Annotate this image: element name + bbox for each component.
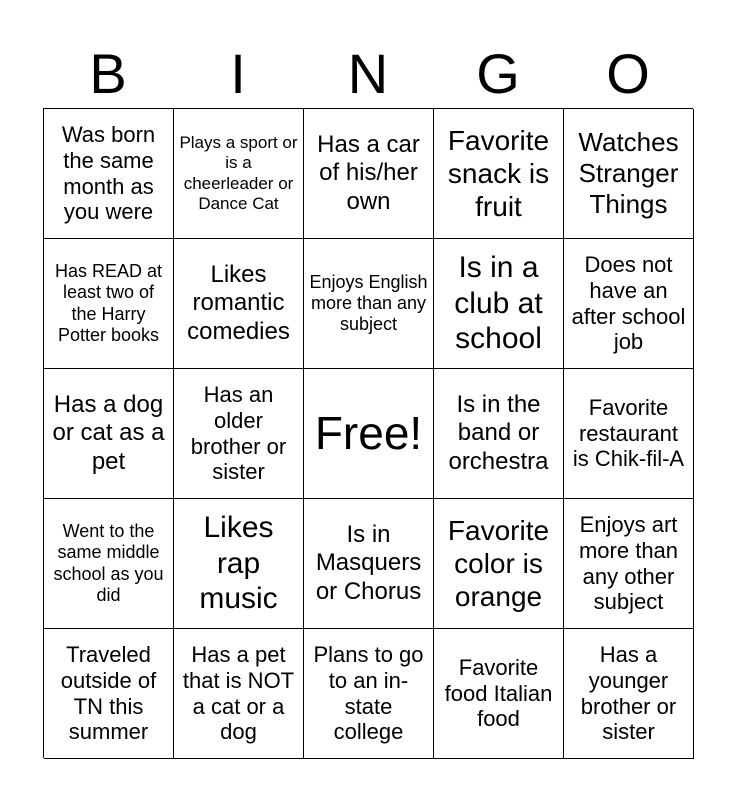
header-letter-i: I xyxy=(230,42,246,105)
header-letter-g: G xyxy=(476,42,520,105)
cell-text: Plans to go to an in-state college xyxy=(313,641,424,745)
cell-text: Enjoys English more than any subject xyxy=(309,271,428,335)
cell-text: Does not have an after school job xyxy=(571,251,686,355)
bingo-board xyxy=(43,108,693,758)
bingo-cell[interactable] xyxy=(44,109,174,239)
bingo-cell[interactable] xyxy=(564,369,694,499)
cell-text: Plays a sport or is a cheerleader or Dance Cat xyxy=(179,133,298,213)
cell-text: Is in Masquers or Chorus xyxy=(315,521,422,605)
bingo-cell[interactable] xyxy=(304,109,434,239)
cell-text: Favorite food Italian food xyxy=(444,654,553,732)
cell-text: Has a pet that is NOT a cat or a dog xyxy=(182,641,295,745)
bingo-cell[interactable] xyxy=(564,239,694,369)
cell-text: Enjoys art more than any other subject xyxy=(578,511,679,615)
cell-text: Favorite color is orange xyxy=(447,514,550,613)
free-space-cell[interactable] xyxy=(304,369,434,499)
cell-text: Favorite snack is fruit xyxy=(447,124,550,223)
bingo-cell[interactable] xyxy=(304,629,434,759)
cell-text: Has a car of his/her own xyxy=(317,131,420,215)
bingo-cell[interactable] xyxy=(434,629,564,759)
bingo-cell[interactable] xyxy=(44,499,174,629)
bingo-cell[interactable] xyxy=(174,239,304,369)
bingo-cell[interactable] xyxy=(174,499,304,629)
bingo-cell[interactable] xyxy=(304,499,434,629)
cell-text: Has an older brother or sister xyxy=(190,381,287,485)
header-letter-o: O xyxy=(606,42,650,105)
cell-text: Favorite restaurant is Chik-fil-A xyxy=(572,394,685,472)
cell-text: Has a younger brother or sister xyxy=(580,641,677,745)
bingo-cell[interactable] xyxy=(44,369,174,499)
cell-text: Watches Stranger Things xyxy=(578,127,679,219)
cell-text: Is in the band or orchestra xyxy=(448,391,549,475)
bingo-cell[interactable] xyxy=(434,369,564,499)
bingo-cell[interactable] xyxy=(434,499,564,629)
cell-text: Traveled outside of TN this summer xyxy=(60,641,157,745)
cell-text: Went to the same middle school as you did xyxy=(53,521,164,605)
bingo-cell[interactable] xyxy=(174,629,304,759)
bingo-cell[interactable] xyxy=(564,629,694,759)
header-letter-b: B xyxy=(89,42,127,105)
bingo-cell[interactable] xyxy=(174,109,304,239)
bingo-cell[interactable] xyxy=(304,239,434,369)
header-letter-n: N xyxy=(347,42,389,105)
bingo-cell[interactable] xyxy=(44,629,174,759)
cell-text: Was born the same month as you were xyxy=(61,121,156,225)
cell-text: Likes romantic comedies xyxy=(187,261,290,345)
cell-text: Has a dog or cat as a pet xyxy=(52,391,165,475)
bingo-cell[interactable] xyxy=(564,109,694,239)
cell-text: Likes rap music xyxy=(199,511,278,616)
bingo-cell[interactable] xyxy=(44,239,174,369)
free-space-text: Free! xyxy=(314,407,423,460)
bingo-cell[interactable] xyxy=(434,239,564,369)
bingo-cell[interactable] xyxy=(564,499,694,629)
cell-text: Has READ at least two of the Harry Potter books xyxy=(54,261,163,345)
cell-text: Is in a club at school xyxy=(454,251,543,356)
bingo-cell[interactable] xyxy=(174,369,304,499)
bingo-header xyxy=(43,40,693,108)
bingo-cell[interactable] xyxy=(434,109,564,239)
